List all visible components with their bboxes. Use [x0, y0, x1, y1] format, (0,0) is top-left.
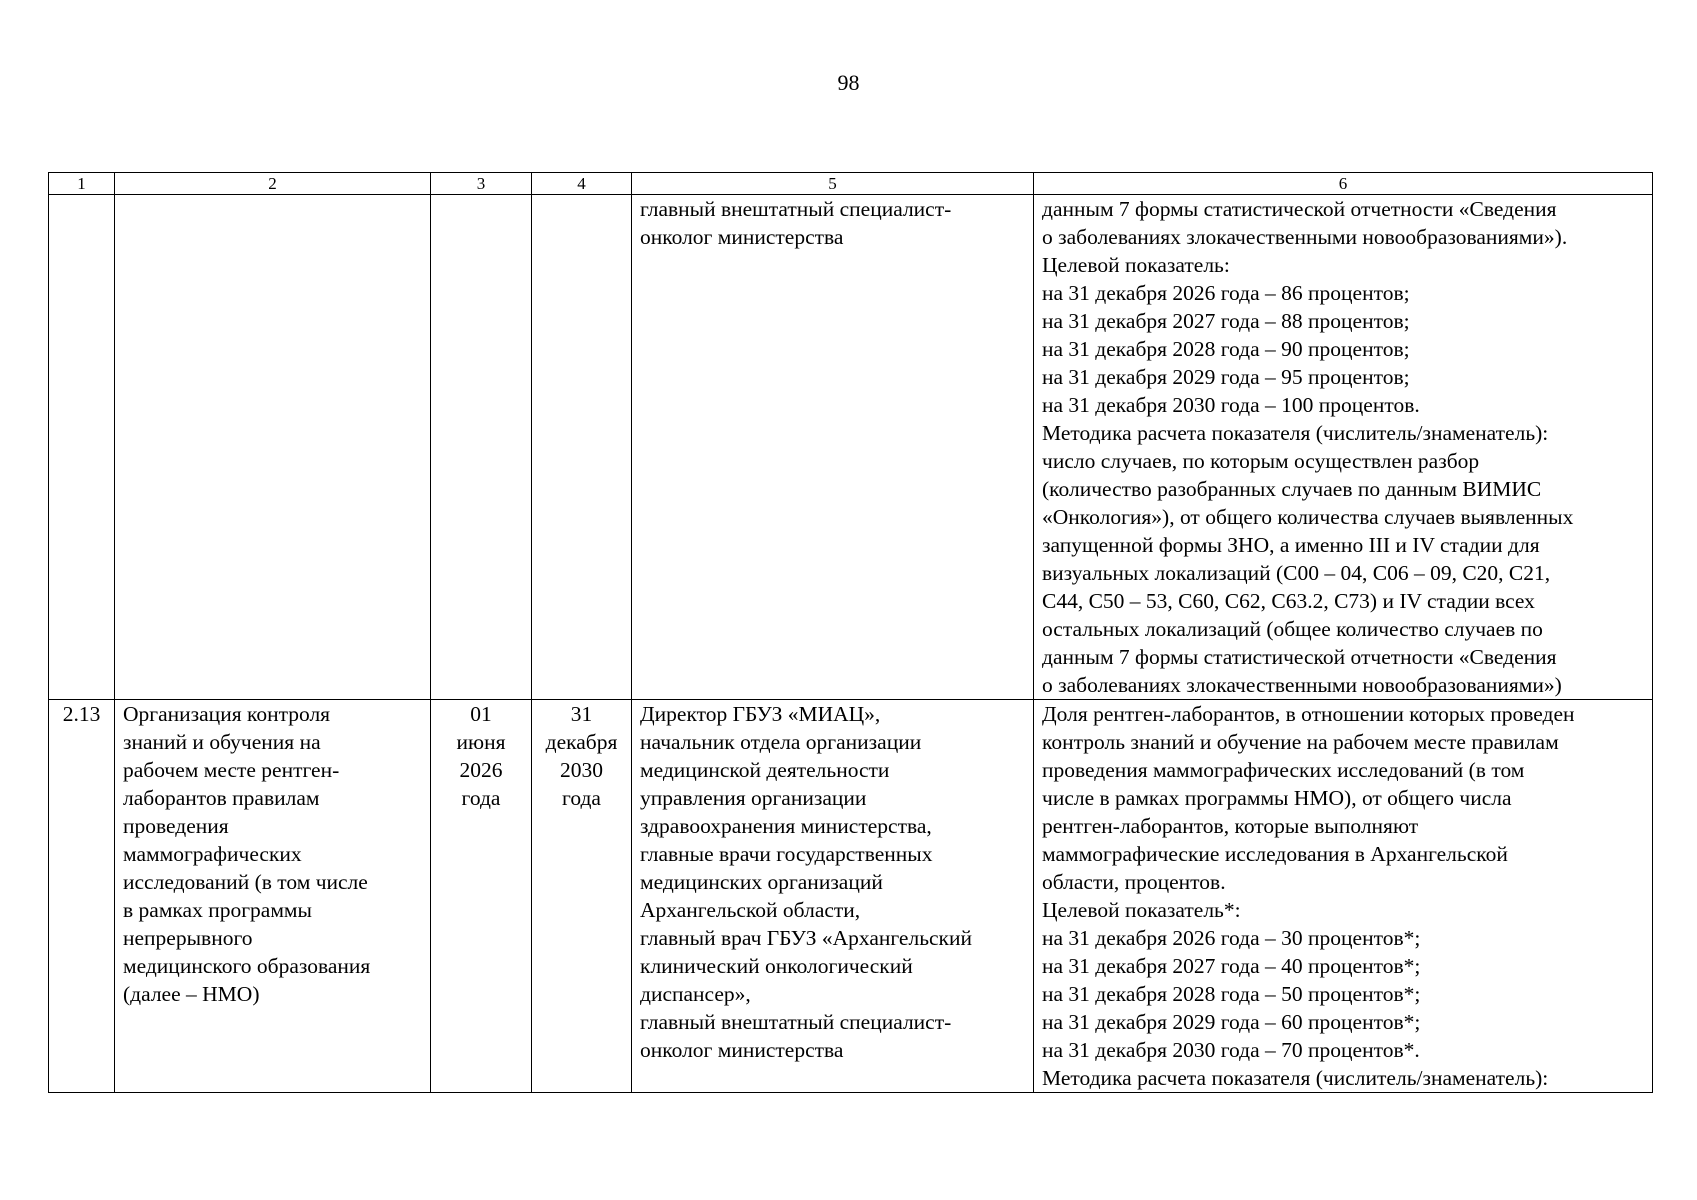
cell-start-date	[431, 195, 532, 700]
cell-indicator	[1034, 700, 1653, 1093]
text-line: на 31 декабря 2027 года – 40 процентов*;	[1042, 954, 1421, 978]
cell-activity-name	[115, 195, 431, 700]
text-line: остальных локализаций (общее количество случаев по	[1042, 617, 1543, 641]
text-line: Организация контроля	[123, 702, 331, 726]
cell-end-date	[532, 700, 632, 1093]
text-line: на 31 декабря 2027 года – 88 процентов;	[1042, 309, 1410, 333]
table-row	[49, 700, 1653, 1093]
text-line: начальник отдела организации	[640, 730, 922, 754]
text-line: 2.13	[62, 702, 101, 726]
column-number-2: 2	[115, 173, 431, 195]
cell-item-number	[49, 195, 115, 700]
text-line: декабря	[545, 730, 618, 754]
text-line: июня	[456, 730, 506, 754]
text-line: Доля рентген-лаборантов, в отношении которых проведен	[1042, 702, 1575, 726]
cell-indicator	[1034, 195, 1653, 700]
cell-start-date	[431, 700, 532, 1093]
text-line: Директор ГБУЗ «МИАЦ»,	[640, 702, 881, 726]
cell-responsible	[632, 195, 1034, 700]
text-line: здравоохранения министерства,	[640, 814, 932, 838]
text-line: «Онкология»), от общего количества случаев выявленных	[1042, 505, 1574, 529]
text-line: рабочем месте рентген-	[123, 758, 340, 782]
text-line: на 31 декабря 2029 года – 60 процентов*;	[1042, 1010, 1421, 1034]
column-number-6: 6	[1034, 173, 1653, 195]
text-line: лаборантов правилам	[123, 786, 320, 810]
text-line: число случаев, по которым осуществлен разбор	[1042, 449, 1480, 473]
text-line: главный врач ГБУЗ «Архангельский	[640, 926, 973, 950]
text-line: запущенной формы ЗНО, а именно III и IV стадии для	[1042, 533, 1540, 557]
text-line: С44, С50 – 53, С60, С62, С63.2, С73) и IV стадии всех	[1042, 589, 1535, 613]
text-line: знаний и обучения на	[123, 730, 321, 754]
text-line: исследований (в том числе	[123, 870, 368, 894]
text-line: года	[461, 786, 501, 810]
text-line: контроль знаний и обучение на рабочем месте правилам	[1042, 730, 1559, 754]
text-line: 2026	[459, 758, 503, 782]
text-line: на 31 декабря 2026 года – 30 процентов*;	[1042, 926, 1421, 950]
text-line: данным 7 формы статистической отчетности «Сведения	[1042, 645, 1557, 669]
column-number-3: 3	[431, 173, 532, 195]
text-line: 01	[470, 702, 492, 726]
cell-responsible	[632, 700, 1034, 1093]
text-line: на 31 декабря 2028 года – 50 процентов*;	[1042, 982, 1421, 1006]
text-line: о заболеваниях злокачественными новообразованиями»)	[1042, 673, 1562, 697]
text-line: (количество разобранных случаев по данным ВИМИС	[1042, 477, 1542, 501]
text-line: числе в рамках программы НМО), от общего числа	[1042, 786, 1512, 810]
text-line: на 31 декабря 2028 года – 90 процентов;	[1042, 337, 1410, 361]
text-line: клинический онкологический	[640, 954, 913, 978]
text-line: онколог министерства	[640, 225, 844, 249]
text-line: о заболеваниях злокачественными новообразованиями»).	[1042, 225, 1568, 249]
text-line: 2030	[560, 758, 603, 782]
page-number: 98	[837, 70, 860, 95]
text-line: маммографические исследования в Архангельской	[1042, 842, 1508, 866]
table-row	[49, 195, 1653, 700]
text-line: Архангельской области,	[640, 898, 861, 922]
text-line: проведения	[123, 814, 229, 838]
text-line: года	[562, 786, 601, 810]
column-number-4: 4	[532, 173, 632, 195]
text-line: проведения маммографических исследований (в том	[1042, 758, 1525, 782]
measures-table	[48, 172, 1653, 1093]
text-line: диспансер»,	[640, 982, 751, 1006]
text-line: Целевой показатель:	[1042, 253, 1230, 277]
text-line: главный внештатный специалист-	[640, 197, 952, 221]
text-line: главные врачи государственных	[640, 842, 933, 866]
text-line: Методика расчета показателя (числитель/знаменатель):	[1042, 421, 1549, 445]
text-line: на 31 декабря 2026 года – 86 процентов;	[1042, 281, 1410, 305]
text-line: главный внештатный специалист-	[640, 1010, 952, 1034]
text-line: непрерывного	[123, 926, 253, 950]
column-number-header-row	[49, 173, 1653, 195]
text-line: области, процентов.	[1042, 870, 1226, 894]
text-line: на 31 декабря 2030 года – 70 процентов*.	[1042, 1038, 1420, 1062]
cell-activity-name	[115, 700, 431, 1093]
text-line: управления организации	[640, 786, 867, 810]
text-line: медицинской деятельности	[640, 758, 890, 782]
cell-item-number	[49, 700, 115, 1093]
text-line: рентген-лаборантов, которые выполняют	[1042, 814, 1419, 838]
cell-end-date	[532, 195, 632, 700]
text-line: маммографических	[123, 842, 302, 866]
text-line: данным 7 формы статистической отчетности «Сведения	[1042, 197, 1557, 221]
text-line: на 31 декабря 2029 года – 95 процентов;	[1042, 365, 1410, 389]
text-line: медицинского образования	[123, 954, 371, 978]
text-line: медицинских организаций	[640, 870, 883, 894]
text-line: Целевой показатель*:	[1042, 898, 1241, 922]
text-line: онколог министерства	[640, 1038, 844, 1062]
text-line: Методика расчета показателя (числитель/знаменатель):	[1042, 1066, 1549, 1090]
text-line: (далее – НМО)	[123, 982, 260, 1006]
column-number-5: 5	[632, 173, 1034, 195]
text-line: в рамках программы	[123, 898, 312, 922]
text-line: на 31 декабря 2030 года – 100 процентов.	[1042, 393, 1420, 417]
text-line: 31	[570, 702, 593, 726]
text-line: визуальных локализаций (С00 – 04, С06 – 09, С20, С21,	[1042, 561, 1551, 585]
column-number-1: 1	[49, 173, 115, 195]
